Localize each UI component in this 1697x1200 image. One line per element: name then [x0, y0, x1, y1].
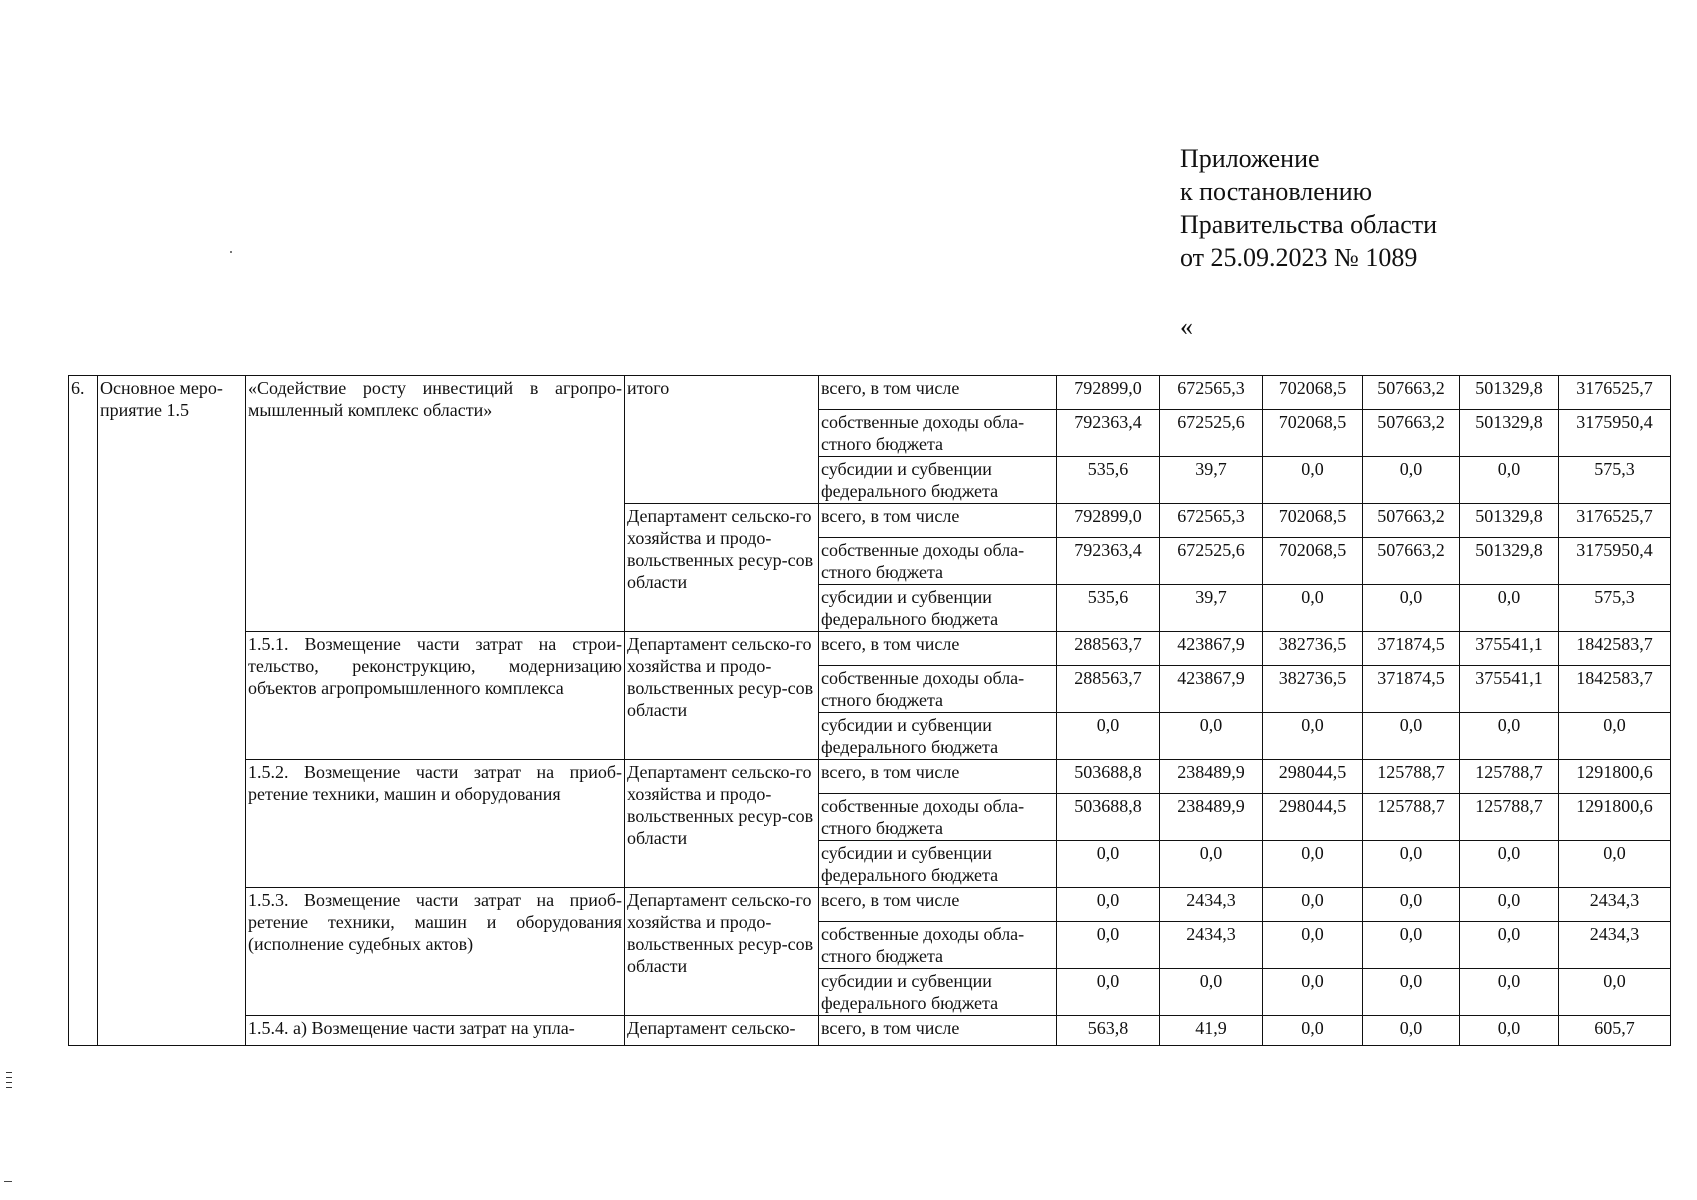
value-cell: 1291800,6 — [1559, 794, 1671, 841]
value-cell: 2434,3 — [1160, 922, 1263, 969]
value-cell: 0,0 — [1263, 888, 1363, 922]
funding-source-cell: всего, в том числе — [819, 376, 1057, 410]
value-cell: 288563,7 — [1057, 632, 1160, 666]
value-cell: 0,0 — [1160, 969, 1263, 1016]
value-cell: 0,0 — [1363, 713, 1460, 760]
table-row — [69, 1016, 1671, 1046]
appendix-line-4: от 25.09.2023 № 1089 — [1180, 243, 1418, 272]
value-cell: 375541,1 — [1460, 632, 1559, 666]
value-cell: 382736,5 — [1263, 666, 1363, 713]
value-cell: 2434,3 — [1559, 922, 1671, 969]
value-cell: 0,0 — [1160, 713, 1263, 760]
funding-source-cell: собственные доходы обла-стного бюджета — [819, 666, 1057, 713]
funding-source-cell: всего, в том числе — [819, 1016, 1057, 1046]
value-cell: 0,0 — [1460, 922, 1559, 969]
funding-source-cell: субсидии и субвенции федерального бюджета — [819, 969, 1057, 1016]
value-cell: 507663,2 — [1363, 376, 1460, 410]
value-cell: 792363,4 — [1057, 410, 1160, 457]
value-cell: 605,7 — [1559, 1016, 1671, 1046]
value-cell: 423867,9 — [1160, 666, 1263, 713]
funding-source-cell: всего, в том числе — [819, 632, 1057, 666]
value-cell: 0,0 — [1263, 922, 1363, 969]
funding-source-cell: собственные доходы обла-стного бюджета — [819, 794, 1057, 841]
value-cell: 0,0 — [1263, 841, 1363, 888]
value-cell: 535,6 — [1057, 585, 1160, 632]
value-cell: 0,0 — [1057, 841, 1160, 888]
value-cell: 0,0 — [1559, 841, 1671, 888]
value-cell: 125788,7 — [1363, 760, 1460, 794]
value-cell: 0,0 — [1460, 969, 1559, 1016]
value-cell: 3176525,7 — [1559, 504, 1671, 538]
appendix-line-1: Приложение — [1180, 144, 1320, 173]
value-cell: 371874,5 — [1363, 666, 1460, 713]
value-cell: 702068,5 — [1263, 504, 1363, 538]
executor-cell: Департамент сельско- — [625, 1016, 819, 1046]
value-cell: 0,0 — [1460, 585, 1559, 632]
appendix-line-2: к постановлению — [1180, 177, 1373, 206]
value-cell: 288563,7 — [1057, 666, 1160, 713]
budget-table — [68, 375, 1671, 1046]
funding-source-cell: всего, в том числе — [819, 504, 1057, 538]
value-cell: 298044,5 — [1263, 794, 1363, 841]
value-cell: 501329,8 — [1460, 504, 1559, 538]
value-cell: 792363,4 — [1057, 538, 1160, 585]
value-cell: 125788,7 — [1363, 794, 1460, 841]
value-cell: 0,0 — [1263, 713, 1363, 760]
value-cell: 507663,2 — [1363, 504, 1460, 538]
executor-cell: итого — [625, 376, 819, 504]
funding-source-cell: всего, в том числе — [819, 888, 1057, 922]
value-cell: 672565,3 — [1160, 504, 1263, 538]
value-cell: 503688,8 — [1057, 794, 1160, 841]
executor-cell: Департамент сельско-го хозяйства и продо-вольственных ресур-сов области — [625, 632, 819, 760]
value-cell: 238489,9 — [1160, 794, 1263, 841]
value-cell: 563,8 — [1057, 1016, 1160, 1046]
value-cell: 371874,5 — [1363, 632, 1460, 666]
value-cell: 0,0 — [1263, 1016, 1363, 1046]
activity-title-cell: 1.5.3. Возмещение части затрат на приоб-ретение техники, машин и оборудования (исполнение судебных актов) — [246, 888, 625, 1016]
funding-source-cell: всего, в том числе — [819, 760, 1057, 794]
table-row — [69, 760, 1671, 794]
funding-source-cell: субсидии и субвенции федерального бюджета — [819, 841, 1057, 888]
value-cell: 125788,7 — [1460, 794, 1559, 841]
value-cell: 0,0 — [1460, 888, 1559, 922]
value-cell: 0,0 — [1363, 1016, 1460, 1046]
activity-title-cell: 1.5.2. Возмещение части затрат на приоб-ретение техники, машин и оборудования — [246, 760, 625, 888]
value-cell: 575,3 — [1559, 585, 1671, 632]
value-cell: 672525,6 — [1160, 410, 1263, 457]
value-cell: 535,6 — [1057, 457, 1160, 504]
value-cell: 0,0 — [1460, 1016, 1559, 1046]
value-cell: 238489,9 — [1160, 760, 1263, 794]
value-cell: 0,0 — [1460, 713, 1559, 760]
value-cell: 0,0 — [1363, 585, 1460, 632]
value-cell: 0,0 — [1363, 969, 1460, 1016]
table-row — [69, 376, 1671, 410]
funding-source-cell: собственные доходы обла-стного бюджета — [819, 538, 1057, 585]
scan-edge-marks — [6, 1072, 12, 1092]
value-cell: 0,0 — [1263, 969, 1363, 1016]
value-cell: 0,0 — [1559, 969, 1671, 1016]
value-cell: 1842583,7 — [1559, 632, 1671, 666]
scan-speck — [230, 251, 232, 253]
value-cell: 3175950,4 — [1559, 410, 1671, 457]
funding-source-cell: собственные доходы обла-стного бюджета — [819, 410, 1057, 457]
value-cell: 0,0 — [1263, 457, 1363, 504]
table-row — [69, 888, 1671, 922]
value-cell: 575,3 — [1559, 457, 1671, 504]
value-cell: 507663,2 — [1363, 538, 1460, 585]
scan-edge-mark — [4, 1181, 12, 1182]
value-cell: 0,0 — [1363, 457, 1460, 504]
value-cell: 0,0 — [1363, 841, 1460, 888]
value-cell: 0,0 — [1363, 888, 1460, 922]
event-name-cell: Основное меро-приятие 1.5 — [98, 376, 246, 1046]
value-cell: 672565,3 — [1160, 376, 1263, 410]
value-cell: 702068,5 — [1263, 410, 1363, 457]
value-cell: 375541,1 — [1460, 666, 1559, 713]
opening-quote: « — [1180, 312, 1193, 341]
executor-cell: Департамент сельско-го хозяйства и продо-вольственных ресур-сов области — [625, 888, 819, 1016]
value-cell: 0,0 — [1057, 888, 1160, 922]
activity-title-cell: 1.5.1. Возмещение части затрат на строи-тельство, реконструкцию, модернизацию объектов агропромышленного комплекса — [246, 632, 625, 760]
executor-cell: Департамент сельско-го хозяйства и продо-вольственных ресур-сов области — [625, 760, 819, 888]
value-cell: 0,0 — [1057, 922, 1160, 969]
value-cell: 382736,5 — [1263, 632, 1363, 666]
value-cell: 792899,0 — [1057, 376, 1160, 410]
funding-source-cell: субсидии и субвенции федерального бюджета — [819, 457, 1057, 504]
executor-cell: Департамент сельско-го хозяйства и продо-вольственных ресур-сов области — [625, 504, 819, 632]
value-cell: 792899,0 — [1057, 504, 1160, 538]
value-cell: 1291800,6 — [1559, 760, 1671, 794]
value-cell: 672525,6 — [1160, 538, 1263, 585]
value-cell: 0,0 — [1460, 841, 1559, 888]
value-cell: 2434,3 — [1559, 888, 1671, 922]
value-cell: 298044,5 — [1263, 760, 1363, 794]
appendix-header — [1180, 142, 1437, 274]
value-cell: 0,0 — [1160, 841, 1263, 888]
value-cell: 3175950,4 — [1559, 538, 1671, 585]
value-cell: 702068,5 — [1263, 538, 1363, 585]
value-cell: 0,0 — [1363, 922, 1460, 969]
value-cell: 1842583,7 — [1559, 666, 1671, 713]
value-cell: 507663,2 — [1363, 410, 1460, 457]
value-cell: 3176525,7 — [1559, 376, 1671, 410]
activity-title-cell: 1.5.4. а) Возмещение части затрат на упла- — [246, 1016, 625, 1046]
value-cell: 41,9 — [1160, 1016, 1263, 1046]
value-cell: 0,0 — [1460, 457, 1559, 504]
value-cell: 39,7 — [1160, 585, 1263, 632]
value-cell: 2434,3 — [1160, 888, 1263, 922]
funding-source-cell: собственные доходы обла-стного бюджета — [819, 922, 1057, 969]
value-cell: 0,0 — [1263, 585, 1363, 632]
value-cell: 0,0 — [1057, 969, 1160, 1016]
appendix-line-3: Правительства области — [1180, 210, 1438, 239]
value-cell: 0,0 — [1057, 713, 1160, 760]
funding-source-cell: субсидии и субвенции федерального бюджета — [819, 713, 1057, 760]
value-cell: 503688,8 — [1057, 760, 1160, 794]
funding-source-cell: субсидии и субвенции федерального бюджета — [819, 585, 1057, 632]
event-title-cell: «Содействие росту инвестиций в агропро-мышленный комплекс области» — [246, 376, 625, 632]
value-cell: 501329,8 — [1460, 410, 1559, 457]
value-cell: 39,7 — [1160, 457, 1263, 504]
row-number-cell: 6. — [69, 376, 98, 1046]
value-cell: 501329,8 — [1460, 538, 1559, 585]
value-cell: 423867,9 — [1160, 632, 1263, 666]
value-cell: 0,0 — [1559, 713, 1671, 760]
value-cell: 501329,8 — [1460, 376, 1559, 410]
table-row — [69, 632, 1671, 666]
value-cell: 702068,5 — [1263, 376, 1363, 410]
value-cell: 125788,7 — [1460, 760, 1559, 794]
